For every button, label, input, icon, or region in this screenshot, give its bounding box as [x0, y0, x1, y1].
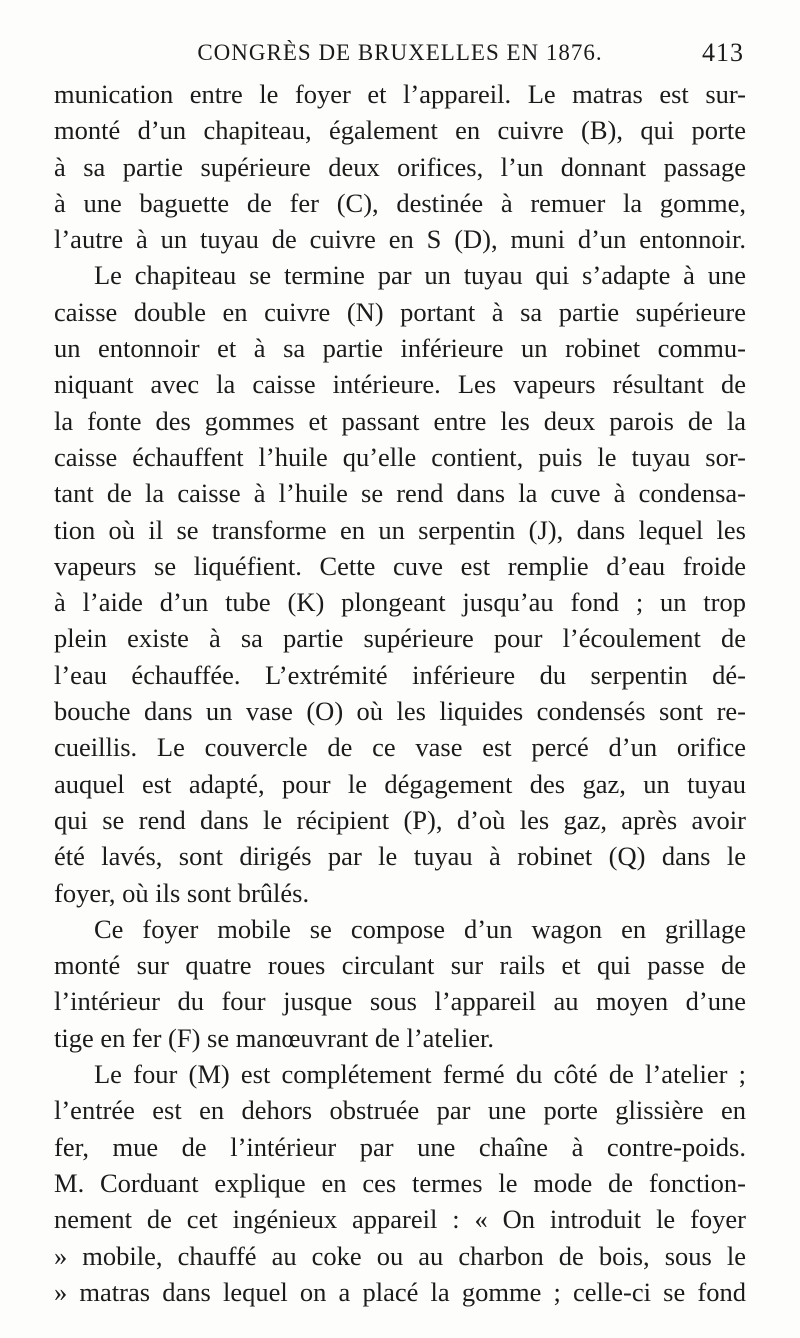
text-line: été lavés, sont dirigés par le tuyau à robinet (Q) dans le	[54, 841, 746, 872]
text-line: caisse échauffent l’huile qu’elle contient, puis le tuyau sor-	[54, 441, 746, 472]
paragraph-last-line: tige en fer (F) se manœuvrant de l’atelier.	[54, 1022, 495, 1053]
body-text	[54, 76, 746, 1310]
running-head: CONGRÈS DE BRUXELLES EN 1876.	[197, 40, 603, 65]
text-line: M. Corduant explique en ces termes le mode de fonction-	[54, 1167, 746, 1198]
text-line: » matras dans lequel on a placé la gomme ; celle-ci se fond	[54, 1276, 746, 1307]
text-line: auquel est adapté, pour le dégagement des gaz, un tuyau	[54, 768, 746, 799]
text-line: nement de cet ingénieux appareil : « On introduit le foyer	[54, 1204, 746, 1235]
text-line: l’entrée est en dehors obstruée par une porte glissière en	[54, 1095, 746, 1126]
text-line: l’eau échauffée. L’extrémité inférieure du serpentin dé-	[54, 659, 746, 690]
text-line: qui se rend dans le récipient (P), d’où les gaz, après avoir	[54, 804, 746, 835]
text-line: à l’aide d’un tube (K) plongeant jusqu’au fond ; un trop	[54, 587, 746, 618]
text-line: à sa partie supérieure deux orifices, l’un donnant passage	[54, 151, 746, 182]
paragraph-first-line: Le chapiteau se termine par un tuyau qui s’adapte à une	[94, 260, 746, 291]
text-line: l’autre à un tuyau de cuivre en S (D), muni d’un entonnoir.	[54, 224, 746, 255]
text-line: l’intérieur du four jusque sous l’appareil au moyen d’une	[54, 986, 746, 1017]
text-line: monté d’un chapiteau, également en cuivre (B), qui porte	[54, 115, 746, 146]
text-line: niquant avec la caisse intérieure. Les vapeurs résultant de	[54, 369, 746, 400]
text-line: » mobile, chauffé au coke ou au charbon de bois, sous le	[54, 1240, 746, 1271]
text-line: bouche dans un vase (O) où les liquides condensés sont re-	[54, 696, 746, 727]
text-line: caisse double en cuivre (N) portant à sa partie supérieure	[54, 296, 746, 327]
text-line: tant de la caisse à l’huile se rend dans la cuve à condensa-	[54, 478, 746, 509]
text-line: monté sur quatre roues circulant sur rails et qui passe de	[54, 950, 746, 981]
page-number: 413	[702, 38, 744, 67]
paragraph-last-line: foyer, où ils sont brûlés.	[54, 877, 310, 908]
paragraph-first-line: Le four (M) est complétement fermé du côté de l’atelier ;	[94, 1059, 746, 1090]
text-line: fer, mue de l’intérieur par une chaîne à contre-poids.	[54, 1131, 746, 1162]
paragraph-first-line: Ce foyer mobile se compose d’un wagon en grillage	[94, 913, 746, 944]
text-line: plein existe à sa partie supérieure pour l’écoulement de	[54, 623, 746, 654]
text-line: la fonte des gommes et passant entre les deux parois de la	[54, 405, 746, 436]
text-line: vapeurs se liquéfient. Cette cuve est remplie d’eau froide	[54, 550, 746, 581]
text-line: à une baguette de fer (C), destinée à remuer la gomme,	[54, 187, 746, 218]
text-line: un entonnoir et à sa partie inférieure un robinet commu-	[54, 333, 746, 364]
page-header	[56, 38, 744, 78]
text-line: tion où il se transforme en un serpentin (J), dans lequel les	[54, 514, 746, 545]
text-line: cueillis. Le couvercle de ce vase est percé d’un orifice	[54, 732, 746, 763]
text-line: munication entre le foyer et l’appareil. Le matras est sur-	[54, 79, 746, 109]
